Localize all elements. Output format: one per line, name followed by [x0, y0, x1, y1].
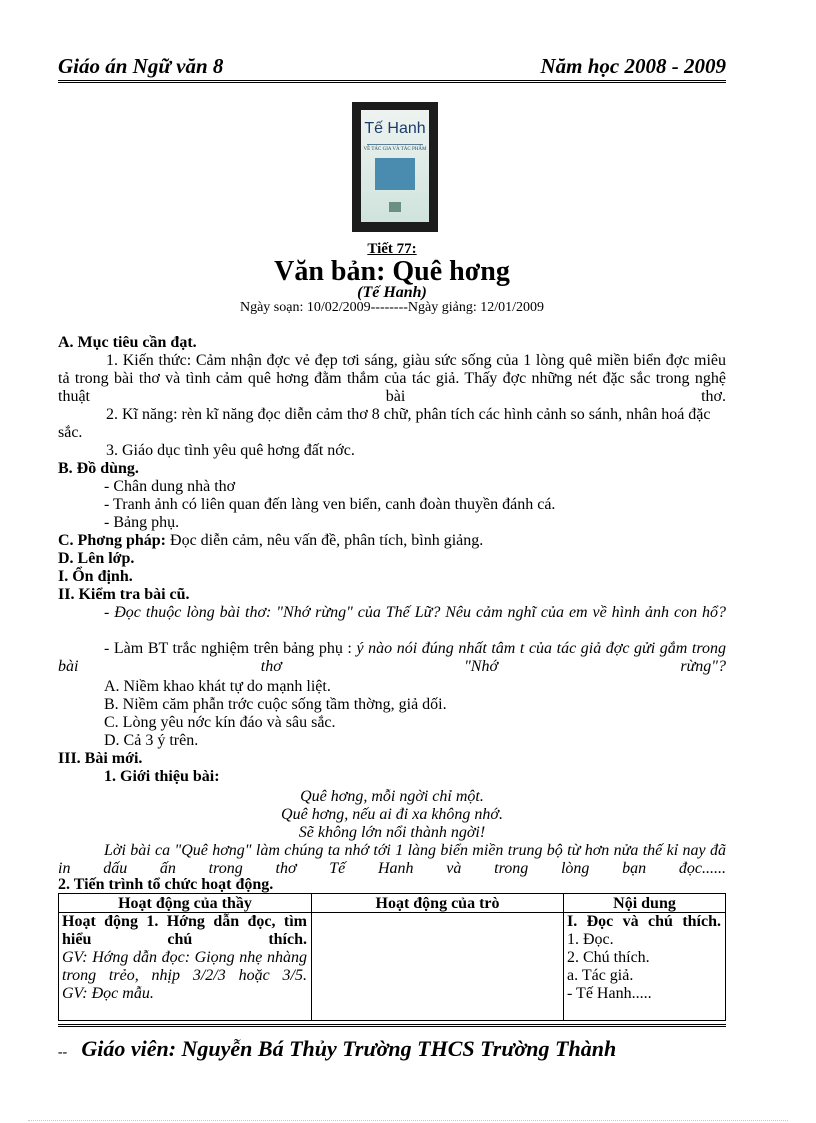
- answer-option: B. Niềm căm phẫn trớc cuộc sống tầm thờng, giả dối.: [104, 696, 447, 713]
- teacher-reads-sample: GV: Đọc mẫu.: [62, 985, 154, 1002]
- part-iii-intro-heading: 1. Giới thiệu bài:: [104, 768, 220, 785]
- teacher-column-content: [62, 913, 307, 1003]
- page-footer: [58, 1036, 616, 1062]
- section-d-heading: D. Lên lớp.: [58, 550, 135, 567]
- header-course-title: Giáo án Ngữ văn 8: [58, 54, 224, 78]
- part-iii-heading: III. Bài mới.: [58, 750, 143, 767]
- book-cover-face: [361, 110, 429, 222]
- page-header: [58, 54, 726, 83]
- book-cover-image: [352, 102, 438, 232]
- lesson-dates: Ngày soạn: 10/02/2009--------Ngày giảng: 12/01/2009: [239, 300, 545, 315]
- page-title: Văn bản: Quê hơng: [274, 256, 510, 287]
- page-bottom-dotted-line: [28, 1120, 788, 1121]
- table-header-content: Nội dung: [564, 894, 725, 913]
- poem-author: (Tế Hanh): [357, 284, 427, 301]
- section-c-method: [58, 532, 726, 550]
- activity-1-title: Hoạt động 1. Hớng dẫn đọc, tìm hiểu chú thích.: [62, 913, 307, 948]
- footer-teacher-school: Giáo viên: Nguyễn Bá Thủy Trường THCS Trường Thành: [81, 1036, 617, 1061]
- header-school-year: Năm học 2008 - 2009: [540, 54, 726, 78]
- part-ii-question-2: [58, 640, 726, 676]
- part-ii-question-1: - Đọc thuộc lòng bài thơ: "Nhớ rừng" của Thế Lữ? Nêu cảm nghĩ của em về hình ảnh con hổ?: [104, 604, 726, 621]
- section-a-knowledge: 1. Kiến thức: Cảm nhận đợc vẻ đẹp tơi sáng, giàu sức sống của 1 lòng quê miền biển đợc miêu tả trong bài thơ và tình cảm quê hơng đằm thắm của tác giả. Thấy đợc những nét đặc sắc trong nghệ thuật bài thơ.: [58, 352, 726, 405]
- book-cover-title: Tế Hanh: [364, 120, 426, 137]
- content-section-heading: I. Đọc và chú thích.: [567, 913, 721, 930]
- section-a-education: 3. Giáo dục tình yêu quê hơng đất nớc.: [106, 442, 355, 459]
- poem-line: Sẽ không lớn nổi thành ngời!: [298, 824, 486, 841]
- book-cover-rule: [367, 144, 423, 145]
- reading-guidance: GV: Hớng dẫn đọc: Giọng nhẹ nhàng trong trẻo, nhịp 3/2/3 hoặc 3/5.: [62, 949, 307, 984]
- poem-line: Quê hơng, mỗi ngời chỉ một.: [300, 788, 484, 805]
- teacher-column: [59, 894, 312, 1020]
- section-a-skills: 2. Kĩ năng: rèn kĩ năng đọc diễn cảm thơ 8 chữ, phân tích các hình cảnh so sánh, nhân hoá đặc sắc.: [58, 406, 711, 441]
- answer-option: D. Cả 3 ý trên.: [104, 732, 199, 749]
- table-header-teacher: Hoạt động của thầy: [59, 894, 311, 913]
- footer-rule: [58, 1024, 726, 1027]
- student-column: [312, 894, 564, 1020]
- process-heading: 2. Tiến trình tổ chức hoạt động.: [58, 876, 274, 893]
- part-ii-question-2-prompt: ý nào nói đúng nhất tâm t của tác giả đợc gửi gắm trong bài thơ "Nhớ rừng"?: [58, 640, 726, 675]
- content-column: [564, 894, 725, 1020]
- content-item: 2. Chú thích.: [567, 949, 650, 966]
- book-cover-artwork: [375, 158, 415, 190]
- footer-prefix: --: [58, 1045, 68, 1060]
- activity-table: [58, 893, 726, 1021]
- part-ii-question-2-lead: - Làm BT trắc nghiệm trên bảng phụ :: [104, 640, 357, 657]
- content-item: 1. Đọc.: [567, 931, 614, 948]
- content-item: - Tế Hanh.....: [567, 985, 652, 1002]
- content-item: a. Tác giả.: [567, 967, 634, 984]
- section-c-text: Đọc diễn cảm, nêu vấn đề, phân tích, bình giảng.: [166, 532, 484, 549]
- table-header-student: Hoạt động của trò: [312, 894, 563, 913]
- part-ii-heading: II. Kiểm tra bài cũ.: [58, 586, 190, 603]
- section-b-item: - Tranh ảnh có liên quan đến làng ven biển, canh đoàn thuyền đánh cá.: [104, 496, 556, 513]
- content-column-content: [567, 913, 721, 1003]
- lesson-number: Tiết 77:: [367, 241, 417, 257]
- book-cover-subtitle: VỀ TÁC GIA VÀ TÁC PHẨM: [363, 147, 427, 152]
- book-cover-publisher-mark: [389, 202, 401, 212]
- poem-line: Quê hơng, nếu ai đi xa không nhớ.: [281, 806, 503, 823]
- part-i-heading: I. Ổn định.: [58, 568, 133, 585]
- intro-paragraph: Lời bài ca "Quê hơng" làm chúng ta nhớ tới 1 làng biển miền trung bộ từ hơn nửa thế kỉ nay đã in dấu ấn trong thơ Tế Hanh và trong lòng bạn đọc......: [58, 842, 726, 877]
- answer-option: C. Lòng yêu nớc kín đáo và sâu sắc.: [104, 714, 336, 731]
- section-c-label: C. Phơng pháp:: [58, 532, 167, 549]
- section-b-heading: B. Đồ dùng.: [58, 460, 139, 477]
- answer-option: A. Niềm khao khát tự do mạnh liệt.: [104, 678, 331, 695]
- section-a-heading: A. Mục tiêu cần đạt.: [58, 334, 197, 351]
- section-b-item: - Chân dung nhà thơ: [104, 478, 236, 495]
- section-b-item: - Bảng phụ.: [104, 514, 180, 531]
